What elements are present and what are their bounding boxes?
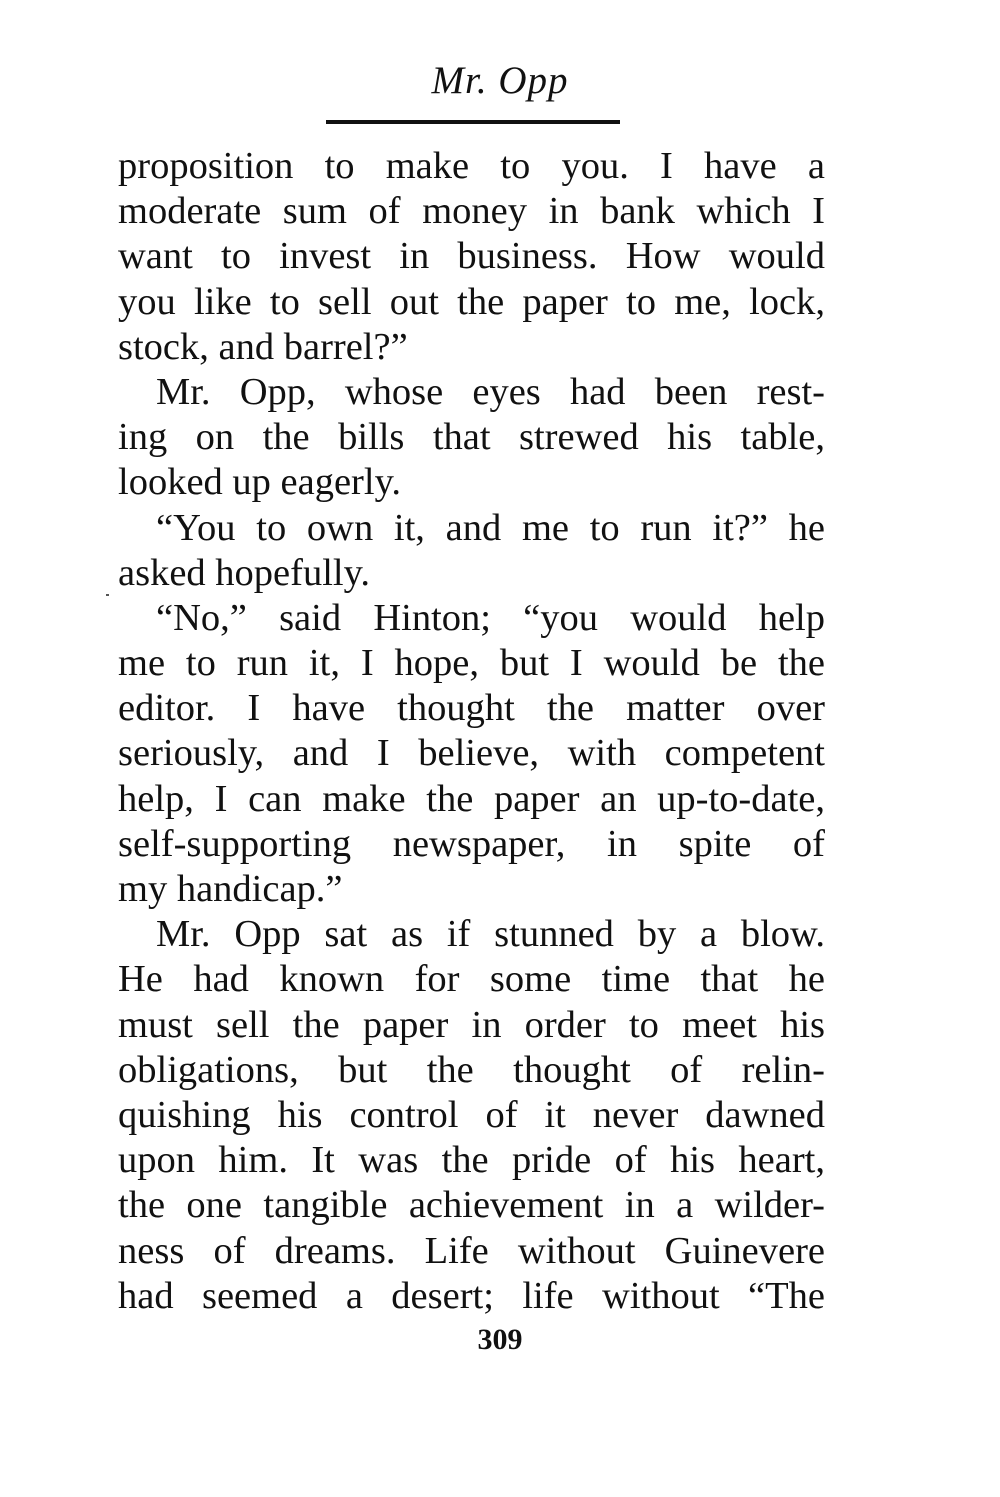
text-line: He had known for some time that he <box>118 958 825 1001</box>
text-line: Mr. Opp sat as if stunned by a blow. <box>156 913 825 956</box>
text-line: self-supporting newspaper, in spite of <box>118 822 825 865</box>
text-line: looked up eagerly. <box>118 461 401 504</box>
text-line: had seemed a desert; life without “The <box>118 1274 825 1317</box>
text-line: must sell the paper in order to meet his <box>118 1003 825 1046</box>
text-line: want to invest in business. How would <box>118 235 825 278</box>
text-line: asked hopefully. <box>118 551 370 594</box>
text-line: my handicap.” <box>118 868 343 910</box>
print-speck <box>106 594 109 596</box>
head-rule <box>326 120 620 124</box>
text-line: moderate sum of money in bank which I <box>118 190 825 233</box>
running-head: Mr. Opp <box>431 59 569 102</box>
text-line: you like to sell out the paper to me, lock, <box>118 280 825 323</box>
text-line: proposition to make to you. I have a <box>118 145 825 187</box>
text-line: quishing his control of it never dawned <box>118 1093 825 1136</box>
text-line: ness of dreams. Life without Guinevere <box>118 1229 825 1272</box>
body-text <box>118 144 825 1319</box>
text-line: me to run it, I hope, but I would be the <box>118 642 825 685</box>
text-line: stock, and barrel?” <box>118 325 408 368</box>
page-number: 309 <box>477 1323 523 1356</box>
text-line: seriously, and I believe, with competent <box>118 732 825 775</box>
text-line: upon him. It was the pride of his heart, <box>118 1139 825 1182</box>
text-line: editor. I have thought the matter over <box>118 687 825 730</box>
text-line: help, I can make the paper an up-to-date, <box>118 777 825 820</box>
text-line: Mr. Opp, whose eyes had been rest- <box>156 370 825 413</box>
text-line: the one tangible achievement in a wilder- <box>118 1184 825 1227</box>
text-line: “No,” said Hinton; “you would help <box>156 596 825 639</box>
text-line: obligations, but the thought of relin- <box>118 1048 825 1091</box>
text-line: “You to own it, and me to run it?” he <box>156 506 825 549</box>
text-line: ing on the bills that strewed his table, <box>118 416 825 459</box>
